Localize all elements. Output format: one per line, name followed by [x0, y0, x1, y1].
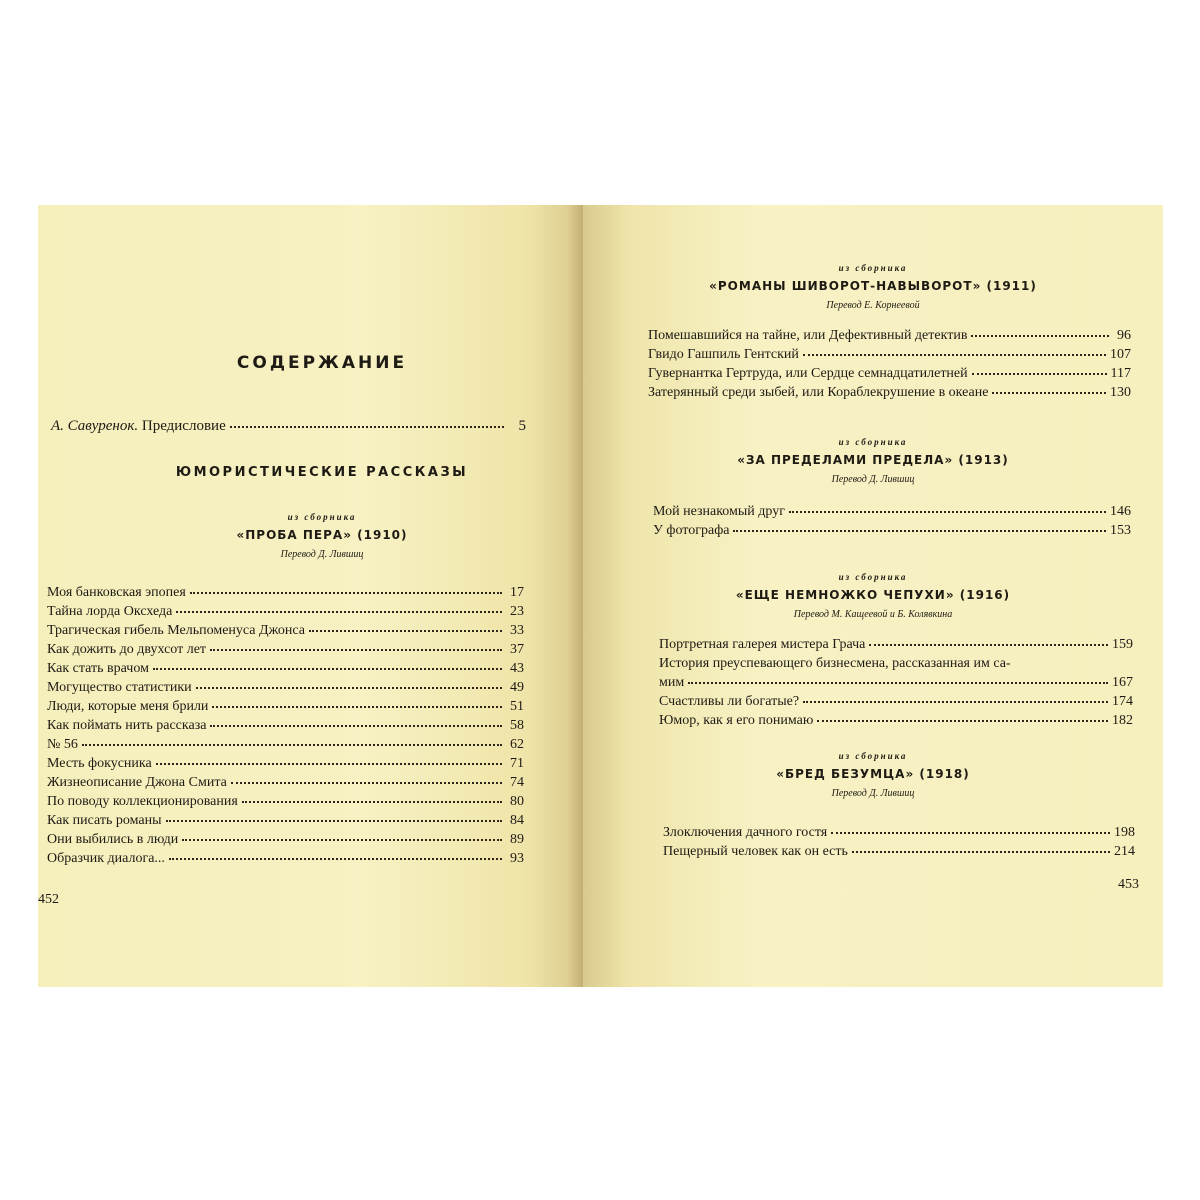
toc-entry-title: Портретная галерея мистера Грача	[659, 637, 866, 652]
toc-entry-title: мим	[659, 675, 685, 690]
toc-entry-title: Трагическая гибель Мельпоменуса Джонса	[47, 623, 305, 638]
toc-entry-title: Гувернантка Гертруда, или Сердце семнадцатилетней	[648, 366, 968, 381]
toc-entry[interactable]	[648, 347, 1131, 366]
leader-dots	[817, 712, 1108, 722]
toc-entry-page: 159	[1112, 637, 1133, 652]
toc-entry[interactable]	[659, 656, 1133, 675]
collection-translator: Перевод Д. Лившиц	[831, 788, 915, 799]
leader-dots	[1015, 657, 1111, 665]
preface-entry[interactable]	[51, 418, 526, 437]
leader-dots	[852, 843, 1110, 853]
toc-entry-title: Моя банковская эпопея	[47, 585, 186, 600]
toc-entry-title: У фотографа	[653, 523, 730, 538]
toc-entry[interactable]	[47, 813, 524, 832]
toc-entry[interactable]	[47, 794, 524, 813]
leader-dots	[82, 736, 502, 746]
toc-entry-page: 146	[1110, 504, 1131, 519]
toc-entry-title: Мой незнакомый друг	[653, 504, 785, 519]
toc-entry-title: Люди, которые меня брили	[47, 699, 209, 714]
toc-entry-page: 93	[510, 851, 524, 866]
toc-entry-title: Как стать врачом	[47, 661, 149, 676]
toc-entry[interactable]	[47, 585, 524, 604]
toc-entry-page: 107	[1110, 347, 1131, 362]
collection-header-proba-pera	[38, 512, 606, 560]
toc-entry[interactable]	[648, 385, 1131, 404]
toc-entry-page: 174	[1112, 694, 1133, 709]
toc-entry-page: 51	[510, 699, 524, 714]
toc-entry[interactable]	[648, 328, 1131, 347]
leader-dots	[169, 850, 502, 860]
toc-entry-title: Как поймать нить рассказа	[47, 718, 207, 733]
toc-entry-title: Как писать романы	[47, 813, 162, 828]
toc-entry-page: 33	[510, 623, 524, 638]
toc-entry-page: 49	[510, 680, 524, 695]
leader-dots	[166, 812, 502, 822]
leader-dots	[210, 717, 502, 727]
leader-dots	[972, 365, 1107, 375]
leader-dots	[156, 755, 502, 765]
page-number-right: 453	[1118, 877, 1139, 892]
collection-translator: Перевод Д. Лившиц	[831, 474, 915, 485]
collection-from-label: из сборника	[838, 437, 908, 447]
toc-entry-title: Юмор, как я его понимаю	[659, 713, 814, 728]
collection-name: «ПРОБА ПЕРА» (1910)	[236, 528, 408, 542]
toc-entry-title: Месть фокусника	[47, 756, 152, 771]
leader-dots	[803, 346, 1106, 356]
toc-entry[interactable]	[648, 366, 1131, 385]
leader-dots	[992, 384, 1106, 394]
toc-entry-title: Образчик диалога...	[47, 851, 165, 866]
toc-entry-page: 17	[510, 585, 524, 600]
toc-entry[interactable]	[47, 737, 524, 756]
toc-entry[interactable]	[653, 523, 1131, 542]
toc-entry[interactable]	[659, 675, 1133, 694]
toc-entry[interactable]	[47, 680, 524, 699]
collection-header-2	[613, 572, 1133, 620]
collection-header-0	[613, 263, 1133, 311]
page-number-left: 452	[38, 892, 59, 907]
toc-entry[interactable]	[653, 504, 1131, 523]
left-page	[38, 205, 583, 987]
toc-entry-title: Гвидо Гашпиль Гентский	[648, 347, 799, 362]
toc-entry-page: 182	[1112, 713, 1133, 728]
collection-name: «РОМАНЫ ШИВОРОТ-НАВЫВОРОТ» (1911)	[709, 279, 1037, 293]
toc-entry-title: Могущество статистики	[47, 680, 192, 695]
toc-entry-title: Тайна лорда Оксхеда	[47, 604, 173, 619]
leader-dots	[210, 641, 502, 651]
toc-entry[interactable]	[47, 623, 524, 642]
leader-dots	[309, 622, 502, 632]
toc-entry-page: 74	[510, 775, 524, 790]
toc-list-collection-0	[648, 328, 1131, 404]
toc-list-collection-1	[653, 504, 1131, 542]
toc-entry-title: История преуспевающего бизнесмена, рассказанная им са-	[659, 656, 1011, 671]
toc-entry[interactable]	[47, 604, 524, 623]
leader-dots	[230, 418, 504, 428]
toc-entry-page: 71	[510, 756, 524, 771]
toc-entry[interactable]	[659, 713, 1133, 732]
leader-dots	[231, 774, 502, 784]
preface-title: Предисловие	[141, 418, 226, 434]
toc-entry-page: 117	[1110, 366, 1131, 381]
leader-dots	[176, 603, 502, 613]
collection-translator: Перевод Д. Лившиц	[280, 549, 364, 560]
toc-entry-page: 167	[1112, 675, 1133, 690]
leader-dots	[971, 327, 1109, 337]
toc-entry-page: 153	[1110, 523, 1131, 538]
right-page	[583, 205, 1163, 987]
toc-entry[interactable]	[47, 718, 524, 737]
toc-entry-page: 214	[1114, 844, 1135, 859]
collection-name: «ЕЩЕ НЕМНОЖКО ЧЕПУХИ» (1916)	[735, 588, 1011, 602]
toc-entry-page: 198	[1114, 825, 1135, 840]
toc-entry-page: 89	[510, 832, 524, 847]
toc-entry-title: Пещерный человек как он есть	[663, 844, 848, 859]
toc-entry[interactable]	[47, 756, 524, 775]
leader-dots	[789, 503, 1106, 513]
leader-dots	[242, 793, 502, 803]
toc-entry[interactable]	[47, 699, 524, 718]
toc-entry-page: 80	[510, 794, 524, 809]
toc-entry-title: Они выбились в люди	[47, 832, 179, 847]
toc-entry[interactable]	[47, 661, 524, 680]
collection-header-1	[613, 437, 1133, 485]
collection-from-label: из сборника	[287, 512, 357, 522]
toc-entry-page: 37	[510, 642, 524, 657]
toc-entry-page: 43	[510, 661, 524, 676]
toc-entry[interactable]	[47, 642, 524, 661]
leader-dots	[688, 674, 1108, 684]
collection-from-label: из сборника	[838, 572, 908, 582]
collection-name: «ЗА ПРЕДЕЛАМИ ПРЕДЕЛА» (1913)	[737, 453, 1009, 467]
toc-entry[interactable]	[659, 694, 1133, 713]
toc-entry[interactable]	[659, 637, 1133, 656]
toc-entry-title: Затерянный среди зыбей, или Кораблекрушение в океане	[648, 385, 989, 400]
leader-dots	[190, 584, 502, 594]
toc-entry-page: 84	[510, 813, 524, 828]
collection-from-label: из сборника	[838, 263, 908, 273]
toc-entry[interactable]	[47, 832, 524, 851]
toc-entry-title: Злоключения дачного гостя	[663, 825, 828, 840]
leader-dots	[831, 824, 1110, 834]
preface-page: 5	[518, 418, 526, 434]
toc-entry[interactable]	[663, 825, 1135, 844]
collection-name: «БРЕД БЕЗУМЦА» (1918)	[776, 767, 970, 781]
leader-dots	[153, 660, 502, 670]
toc-entry-title: № 56	[47, 737, 78, 752]
leader-dots	[803, 693, 1108, 703]
collection-translator: Перевод М. Кащеевой и Б. Колявкина	[793, 609, 953, 620]
toc-entry-page: 130	[1110, 385, 1131, 400]
toc-entry-title: Помешавшийся на тайне, или Дефективный детектив	[648, 328, 968, 343]
leader-dots	[196, 679, 502, 689]
leader-dots	[869, 636, 1108, 646]
toc-entry-page: 58	[510, 718, 524, 733]
toc-entry-title: Счастливы ли богатые?	[659, 694, 800, 709]
toc-entry[interactable]	[663, 844, 1135, 863]
toc-entry[interactable]	[47, 775, 524, 794]
toc-entry-page: 96	[1117, 328, 1131, 343]
toc-entry-title: Как дожить до двухсот лет	[47, 642, 207, 657]
preface-author: А. Савуренок.	[51, 418, 139, 434]
contents-heading: СОДЕРЖАНИЕ	[236, 353, 408, 373]
toc-entry[interactable]	[47, 851, 524, 870]
collection-translator: Перевод Е. Корнеевой	[826, 300, 920, 311]
leader-dots	[733, 522, 1106, 532]
toc-list-collection-2	[659, 637, 1133, 732]
toc-entry-page: 62	[510, 737, 524, 752]
toc-list-proba-pera	[47, 585, 524, 870]
toc-entry-title: По поводу коллекционирования	[47, 794, 238, 809]
toc-list-collection-3	[663, 825, 1135, 863]
collection-from-label: из сборника	[838, 751, 908, 761]
leader-dots	[182, 831, 502, 841]
book-spread	[38, 205, 1163, 987]
collection-header-3	[613, 751, 1133, 799]
section-heading: ЮМОРИСТИЧЕСКИЕ РАССКАЗЫ	[175, 465, 469, 480]
toc-entry-title: Жизнеописание Джона Смита	[47, 775, 227, 790]
toc-entry-page: 23	[510, 604, 524, 619]
leader-dots	[212, 698, 502, 708]
